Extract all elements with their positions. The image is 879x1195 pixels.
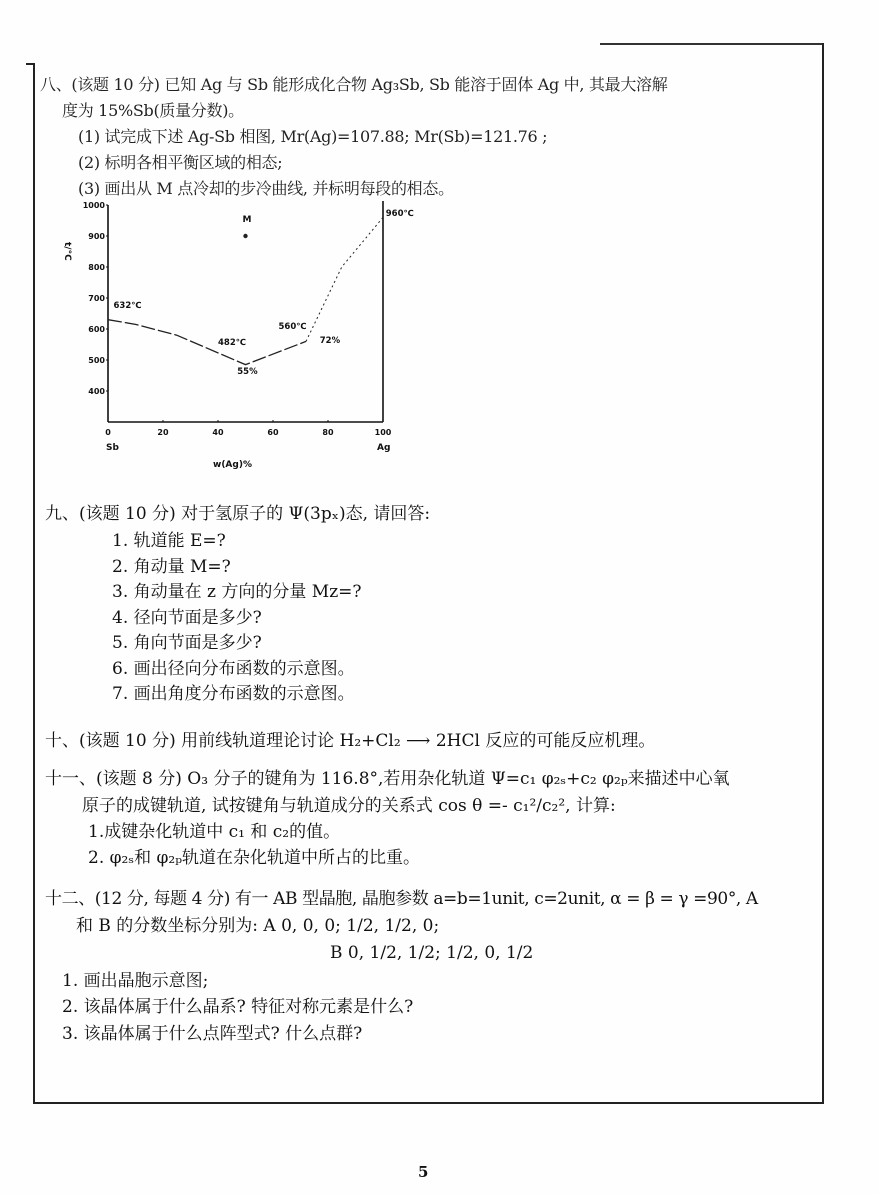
q9-item: 4. 径向节面是多少?	[112, 607, 262, 628]
q9-title: 九、(该题 10 分) 对于氢原子的 Ψ(3pₓ)态, 请回答:	[45, 504, 431, 524]
frame-border-left	[33, 64, 35, 1104]
y-tick-label: 800	[88, 263, 105, 272]
x-tick-label: 80	[322, 428, 334, 437]
x-tick-label: 100	[374, 428, 392, 437]
q11-item1: 1.成键杂化轨道中 c₁ 和 c₂的值。	[88, 822, 341, 842]
q12-line1: 十二、(12 分, 每题 4 分) 有一 AB 型晶胞, 晶胞参数 a=b=1unit, c=2unit, α = β = γ =90°, A	[45, 889, 758, 909]
x-end-label-sb: Sb	[106, 443, 119, 453]
annotation-label: 560℃	[278, 322, 307, 332]
q9-item: 5. 角向节面是多少?	[112, 633, 262, 653]
q12-item: 1. 画出晶胞示意图;	[62, 971, 209, 991]
y-axis-label: t/°C	[62, 242, 72, 261]
annotation-label: 72%	[319, 335, 341, 346]
q9-item: 2. 角动量 M=?	[112, 556, 231, 577]
q9-item: 6. 画出径向分布函数的示意图。	[112, 658, 355, 679]
q9-item: 7. 画出角度分布函数的示意图。	[112, 684, 355, 704]
phase-diagram-chart	[55, 200, 435, 480]
x-tick-label: 40	[212, 428, 224, 437]
x-axis-label: w(Ag)%	[213, 460, 252, 470]
x-end-label-ag: Ag	[377, 443, 391, 453]
q9-item: 1. 轨道能 E=?	[112, 531, 226, 551]
q10-title: 十、(该题 10 分) 用前线轨道理论讨论 H₂+Cl₂ ⟶ 2HCl 反应的可能反应机理。	[45, 731, 656, 751]
q9-item: 3. 角动量在 z 方向的分量 Mz=?	[112, 582, 362, 602]
q8-item2: (2) 标明各相平衡区域的相态;	[78, 153, 283, 172]
q8-line2: 度为 15%Sb(质量分数)。	[62, 101, 244, 120]
point-m-marker	[243, 234, 247, 238]
annotation-label: 482℃	[218, 338, 247, 349]
annotation-label: 632℃	[113, 300, 142, 311]
q8-item1: (1) 试完成下述 Ag-Sb 相图, Mr(Ag)=107.88; Mr(Sb)=121.76 ;	[78, 127, 548, 146]
page-number: 5	[418, 1163, 429, 1181]
y-tick-label: 1000	[82, 201, 105, 210]
series-liquidus-dotted	[306, 217, 383, 341]
y-tick-label: 400	[88, 387, 105, 396]
frame-border-right	[822, 43, 824, 1104]
y-tick-label: 600	[88, 325, 105, 334]
q11-line2: 原子的成键轨道, 试按键角与轨道成分的关系式 cos θ =- c₁²/c₂², 计算:	[82, 796, 616, 816]
annotation-label: 960℃	[385, 208, 414, 219]
q12-line2: 和 B 的分数坐标分别为: A 0, 0, 0; 1/2, 1/2, 0;	[76, 916, 440, 936]
q12-line3: B 0, 1/2, 1/2; 1/2, 0, 1/2	[330, 943, 534, 963]
x-tick-label: 60	[267, 428, 279, 437]
q8-item3: (3) 画出从 M 点冷却的步冷曲线, 并标明每段的相态。	[78, 179, 454, 198]
q12-item: 3. 该晶体属于什么点阵型式? 什么点群?	[62, 1024, 363, 1044]
q11-item2: 2. φ₂ₛ和 φ₂ₚ轨道在杂化轨道中所占的比重。	[88, 848, 420, 868]
q8-line1: 八、(该题 10 分) 已知 Ag 与 Sb 能形成化合物 Ag₃Sb, Sb 能溶于固体 Ag 中, 其最大溶解	[40, 75, 668, 94]
frame-border-top	[600, 43, 824, 45]
point-m-label: M	[242, 215, 252, 225]
q11-line1: 十一、(该题 8 分) O₃ 分子的键角为 116.8°,若用杂化轨道 Ψ=c₁ φ₂ₛ+c₂ φ₂ₚ来描述中心氧	[45, 769, 730, 789]
y-tick-label: 900	[88, 232, 105, 241]
x-tick-label: 20	[157, 428, 169, 437]
x-tick-label: 0	[105, 428, 111, 437]
series-liquidus-solid	[108, 320, 306, 365]
frame-border-bottom	[33, 1102, 824, 1104]
annotation-label: 55%	[237, 366, 258, 377]
y-tick-label: 500	[88, 356, 105, 365]
y-tick-label: 700	[88, 294, 105, 303]
q12-item: 2. 该晶体属于什么晶系? 特征对称元素是什么?	[62, 997, 414, 1017]
